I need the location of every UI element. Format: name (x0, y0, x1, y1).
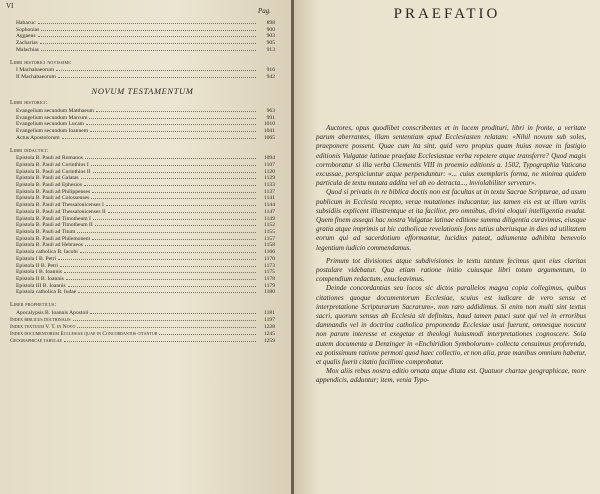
toc-entry-page: 1141 (264, 195, 275, 202)
dot-leader (92, 192, 256, 193)
toc-entry-title: Epistola I B. Ioannis (16, 269, 62, 276)
toc-entry (10, 209, 275, 216)
toc-entry-title: Epistola B. Pauli ad Hebraeos (16, 242, 83, 249)
toc-entry-title: Index textuum V. T. in Novo (10, 324, 76, 331)
dot-leader (80, 252, 256, 253)
toc-entry (10, 331, 275, 338)
toc-entry (10, 108, 275, 115)
toc-entry-title: Index biblicus doctrinalis (10, 317, 71, 324)
dot-leader (38, 23, 256, 24)
toc-entry-title: Actus Apostolorum (16, 134, 60, 141)
table-of-contents (10, 20, 275, 344)
toc-entry-page: 1166 (264, 249, 275, 256)
dot-leader (38, 36, 256, 37)
preface-paragraph: Auctores, opus quodlibet conscribentes et in lucem prodituri, libri in fronte, a veritate parum aberrantes, illam sententiam apud Ecclesiasten relatam: «Nihil novum sub soles, praeponere possent. Quae cum ita sint, quid vero propius quam huius novae in fastigio editionis Vulgatae latinae praefata Ecclesiastae verba repetere atque transferre? Quod magis corroboratur si illa verba Clementis VIII in proemio editionis a. 1502, Typographia Vaticana excussae, perspiciuntur atque perpenduntur: «... cuius exemplaris forma, ne minima quidem particula de textu mutata addita vel ab eo detracta..., inviolabiliter servetur». (316, 124, 586, 188)
historical-newest-list (10, 67, 275, 80)
toc-entry-title: Zacharias (16, 40, 38, 47)
toc-entry-title: Epistola B. Pauli ad Thessalonicenses I (16, 202, 104, 209)
dot-leader (66, 279, 256, 280)
toc-entry-title: I Machabaeorum (16, 67, 55, 74)
toc-entry-page: 1158 (264, 242, 275, 249)
toc-entry (10, 74, 275, 81)
toc-entry (10, 229, 275, 236)
toc-entry-title: Geographicae tabulae (10, 337, 63, 344)
toc-entry (10, 155, 275, 162)
toc-entry-title: Epistola B. Pauli ad Ephesios (16, 182, 83, 189)
toc-entry-page: 900 (266, 26, 275, 33)
toc-entry-title: Epistola B. Pauli ad Philippenses (16, 188, 91, 195)
toc-entry (10, 249, 275, 256)
didactic-books-list (10, 155, 275, 296)
dot-leader (41, 30, 256, 31)
dot-leader (95, 225, 256, 226)
toc-entry-title: Epistola III B. Ioannis (16, 282, 66, 289)
toc-entry-page: 898 (266, 20, 275, 26)
toc-entry-page: 1133 (264, 182, 275, 189)
dot-leader (40, 43, 256, 44)
toc-entry-page: 963 (266, 108, 275, 115)
toc-entry-page: 1129 (264, 175, 275, 182)
preface-paragraph: Primum tot divisiones atque subdivisiones in textu tantum fecimus quot eius claritas postulare videbatur. Qua etiam ratione initio cuiusque libri totum argumentum, in compendium redactum, enucleavimus. (316, 256, 586, 284)
dot-leader (60, 266, 256, 267)
dot-leader (85, 245, 256, 246)
toc-entry-title: Evangelium secundum Ioannem (16, 128, 89, 135)
dot-leader (78, 292, 256, 293)
toc-entry-page: 1175 (264, 269, 275, 276)
toc-entry-page: 1065 (263, 134, 275, 141)
toc-entry-page: 1197 (264, 317, 275, 324)
toc-entry (10, 324, 275, 331)
dot-leader (64, 341, 256, 342)
toc-entry (10, 135, 275, 142)
toc-entry (10, 216, 275, 223)
toc-entry-title: Epistola II B. Petri (16, 262, 58, 269)
toc-entry (10, 269, 275, 276)
historical-books-list (10, 108, 275, 142)
section-heading: Libri historici: (10, 100, 48, 107)
toc-entry (10, 236, 275, 243)
toc-entry-page: 1120 (264, 168, 275, 175)
dot-leader (58, 77, 256, 78)
toc-entry-page: 1180 (264, 289, 275, 296)
toc-entry (10, 115, 275, 122)
toc-entry (10, 169, 275, 176)
dot-leader (81, 178, 256, 179)
toc-entry-title: Sophonias (16, 26, 40, 33)
toc-entry-page: 1152 (264, 222, 275, 229)
prophets-list (10, 20, 275, 54)
toc-entry (10, 283, 275, 290)
toc-entry (10, 317, 275, 324)
toc-entry-title: Index documentorum Ecclesiae quae in Concordantiis citantur (10, 330, 158, 337)
toc-entry-title: Epistola B. Pauli ad Galatas (16, 175, 79, 182)
toc-entry-page: 1107 (264, 161, 275, 168)
dot-leader (64, 272, 256, 273)
toc-entry (10, 202, 275, 209)
toc-entry (10, 182, 275, 189)
dot-leader (93, 219, 256, 220)
dot-leader (86, 124, 256, 125)
toc-entry-title: II Machabaeorum (16, 73, 56, 80)
toc-entry-page: 1178 (264, 275, 275, 282)
toc-entry (10, 47, 275, 54)
dot-leader (108, 212, 256, 213)
right-page (294, 0, 600, 494)
preface-paragraph: Deinde concordantias seu locos sic dictos parallelos magna copia collegimus, quibus citationes quoque documentorum Ecclesiae, scuius est iudicare de vero sensu et interpretatione Scripturarum Sacrarum», non raro addidimus. Si enim non multi sint textus sacri, quorum sensus ab Ecclesia sit definitus, haud tamen pauci sunt qui vel in erroribus damnandis vel in doctrina catholica proponenda Ecclesiae usui fuerunt, omnesque noscunt non parum interesse et exegetae et theologi huiusmodi interpretationes cognoscere. Sola autem documenta a Denzinger in «Enchiridion Symbolorum» collecta censuimus proferenda, ea potissimum ratione permoti quod haec collectio, et non alia, prae manibus omnium habetur, et qualis fuerit citatio facillime comprobatur. (316, 284, 586, 367)
dot-leader (91, 198, 256, 199)
toc-entry-title: Epistola B. Pauli ad Corinthios I (16, 161, 89, 168)
toc-entry-page: 1010 (263, 121, 275, 128)
toc-entry-page: 1245 (263, 330, 275, 337)
toc-entry-page: 1181 (264, 309, 275, 316)
preface-paragraph: Mox aliis rebus nostra editio ornata atque ditata est. Quatuor chartae geographicae, more appendicis, adduntur; item, venia Typo- (316, 367, 586, 385)
toc-entry-page: 1157 (264, 235, 275, 242)
preface-body (316, 124, 586, 386)
new-testament-heading: NOVUM TESTAMENTUM (91, 85, 194, 96)
toc-entry-title: Epistola B. Pauli ad Philemonem (16, 235, 91, 242)
dot-leader (73, 320, 256, 321)
toc-entry (10, 67, 275, 74)
toc-entry (10, 310, 275, 317)
dot-leader (77, 327, 256, 328)
dot-leader (92, 239, 256, 240)
dot-leader (159, 334, 256, 335)
toc-entry-title: Evangelium secundum Matthaeum (16, 108, 94, 115)
toc-entry-title: Epistola B. Pauli ad Corinthios II (16, 168, 91, 175)
prophetic-book-list (10, 310, 275, 317)
toc-entry-title: Epistola catholica B. Iacobi (16, 249, 78, 256)
dot-leader (77, 232, 256, 233)
toc-entry-page: 916 (266, 67, 275, 74)
toc-entry-title: Epistola B. Pauli ad Titum (16, 228, 76, 235)
toc-entry-title: Epistola I B. Petri (16, 255, 57, 262)
toc-entry (10, 40, 275, 47)
indices-list (10, 317, 275, 344)
toc-entry-title: Habacuc (16, 20, 36, 26)
toc-entry (10, 242, 275, 249)
toc-entry (10, 263, 275, 270)
left-page (0, 0, 291, 494)
toc-entry-page: 942 (266, 73, 275, 80)
dot-leader (41, 50, 256, 51)
section-heading: Liber propheticus: (10, 302, 57, 309)
toc-entry-page: 1137 (264, 188, 275, 195)
toc-entry-title: Apocalypsis B. Ioannis Apostoli (16, 309, 89, 316)
toc-entry (10, 175, 275, 182)
dot-leader (84, 185, 256, 186)
toc-entry-page: 1228 (263, 324, 275, 331)
preface-title: PRAEFATIO (393, 6, 501, 22)
preface-paragraph: Quod si privatis in re biblica doctis non est facultas ut in textu Sacrae Scripturae, ad usum publicum in Ecclesia recepto, verae mutationes inducantur, ius tamen eis est ut illum variis subsidiis explicent illustrentque et ita facilior, pro omnibus, divini eloquii intelligentia evadat. Quem finem assequi hac nostra Vulgatae latinae editione summa diligentia curavimus, eiusque gratia atque imprimis ut hic catholicae revelationis fons tutius uberiusque in dies ad utilitatem eorum qui ad sacerdotium efformantur, lucidius pateat, adiumenta adhibita benevolo legentium iudicio commendamus. (316, 188, 586, 252)
toc-entry-title: Aggaeus (16, 33, 36, 40)
page-column-header: Pag. (258, 7, 272, 15)
dot-leader (91, 165, 256, 166)
toc-entry-page: 905 (266, 40, 275, 47)
toc-entry-page: 1144 (264, 202, 275, 209)
dot-leader (90, 313, 256, 314)
toc-entry-title: Epistola II B. Ioannis (16, 275, 64, 282)
toc-entry (10, 128, 275, 135)
toc-entry (10, 27, 275, 34)
dot-leader (106, 205, 256, 206)
toc-entry (10, 222, 275, 229)
toc-entry-page: 991 (266, 114, 275, 121)
dot-leader (89, 118, 256, 119)
toc-entry-title: Epistola B. Pauli ad Colossenses (16, 195, 90, 202)
dot-leader (96, 111, 256, 112)
toc-entry-title: Epistola B. Pauli ad Timotheum II (16, 222, 93, 229)
dot-leader (62, 138, 256, 139)
toc-entry (10, 195, 275, 202)
toc-entry (10, 162, 275, 169)
page-number: VI (6, 2, 14, 10)
toc-entry (10, 189, 275, 196)
dot-leader (93, 172, 256, 173)
toc-entry-title: Malachias (16, 46, 39, 53)
toc-entry-page: 1155 (264, 228, 275, 235)
dot-leader (56, 70, 256, 71)
toc-entry-page: 1173 (264, 262, 275, 269)
section-heading: Libri didactici: (10, 147, 49, 154)
toc-entry (10, 33, 275, 40)
toc-entry-title: Epistola catholica B. Iudae (16, 289, 77, 296)
toc-entry-page: 1259 (263, 337, 275, 344)
toc-entry-page: 1179 (264, 282, 275, 289)
toc-entry-page: 1094 (263, 155, 275, 162)
dot-leader (68, 286, 256, 287)
toc-entry-page: 913 (266, 46, 275, 53)
toc-entry-title: Evangelium secundum Lucam (16, 121, 85, 128)
toc-entry (10, 20, 275, 27)
toc-entry-title: Epistola B. Pauli ad Timotheum I (16, 215, 91, 222)
toc-entry (10, 121, 275, 128)
toc-entry-title: Evangelium secundum Marcum (16, 114, 88, 121)
toc-entry (10, 256, 275, 263)
toc-entry-page: 1147 (264, 208, 275, 215)
toc-entry-page: 1149 (264, 215, 275, 222)
toc-entry (10, 289, 275, 296)
toc-entry-page: 903 (266, 33, 275, 40)
toc-entry-page: 1041 (263, 128, 275, 135)
dot-leader (58, 259, 256, 260)
section-heading: Libri historici novissimi: (10, 59, 72, 66)
toc-entry (10, 276, 275, 283)
toc-entry (10, 338, 275, 345)
toc-entry-title: Epistola B. Pauli ad Thessalonicenses II (16, 208, 106, 215)
dot-leader (90, 131, 256, 132)
dot-leader (85, 158, 256, 159)
toc-entry-title: Epistola B. Pauli ad Romanos (16, 155, 83, 162)
toc-entry-page: 1170 (264, 255, 275, 262)
